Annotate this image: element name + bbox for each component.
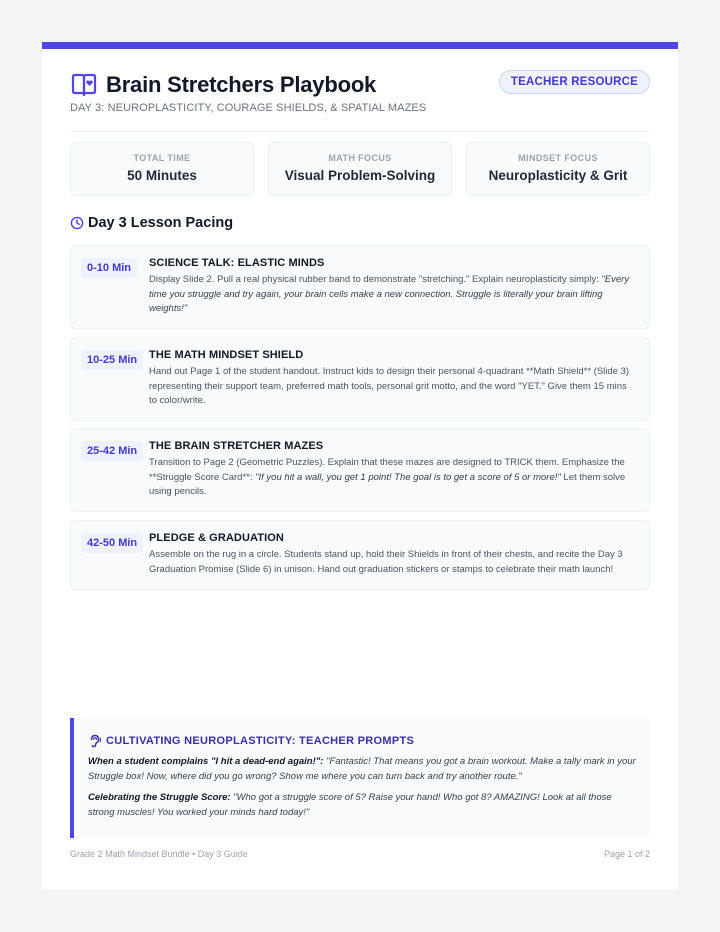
- pacing-card-text: Assemble on the rug in a circle. Students stand up, hold their Shields in front of their chests, and recite the Day 3 Graduation Promise (Slide 6) in unison. Hand out graduation stickers or stamps to celebrate their math launch!: [149, 549, 623, 575]
- time-range-badge: 0-10 Min: [81, 258, 137, 278]
- pacing-card-body: [149, 532, 637, 577]
- pacing-card: [70, 337, 650, 421]
- pacing-card-title: THE MATH MINDSET SHIELD: [149, 349, 304, 361]
- stat-value: Neuroplasticity & Grit: [488, 168, 628, 183]
- teacher-prompt: [88, 754, 640, 784]
- stat-math-focus: [268, 142, 452, 196]
- page-subtitle: DAY 3: NEUROPLASTICITY, COURAGE SHIELDS, & SPATIAL MAZES: [70, 102, 427, 114]
- ear-icon: [88, 734, 102, 748]
- pacing-card-body: [149, 440, 637, 500]
- pacing-card-body: [149, 257, 637, 317]
- stat-label: MINDSET FOCUS: [518, 153, 598, 163]
- teacher-prompts-callout: [70, 718, 650, 838]
- pacing-card-title: THE BRAIN STRETCHER MAZES: [149, 440, 324, 452]
- prompt-lead: When a student complains "I hit a dead-end again!":: [88, 756, 324, 767]
- callout-title: CULTIVATING NEUROPLASTICITY: TEACHER PROMPTS: [106, 735, 415, 747]
- clock-icon: [70, 216, 84, 230]
- pacing-card: [70, 428, 650, 512]
- stat-label: MATH FOCUS: [328, 153, 392, 163]
- stat-value: 50 Minutes: [127, 168, 197, 183]
- pacing-section-title: Day 3 Lesson Pacing: [88, 215, 234, 231]
- pacing-card-quote: "Every time you struggle and try again, your brain cells make a new connection. Struggle is literally your brain lifting weights!": [149, 274, 630, 314]
- pacing-card-body: [149, 349, 637, 409]
- time-range-badge: 42-50 Min: [81, 533, 143, 553]
- prompt-text: "Fantastic! That means you got a brain workout. Make a tally mark in your Struggle box! Now, where did you go wrong? Show me where you can turn back and try another route.": [88, 756, 636, 782]
- accent-bar: [42, 42, 678, 49]
- pacing-card-title: SCIENCE TALK: ELASTIC MINDS: [149, 257, 325, 269]
- prompt-text: "Who got a struggle score of 5? Raise your hand! Who got 8? AMAZING! Look at all those strong muscles! You worked your minds hard today!": [88, 792, 612, 818]
- book-heart-icon: [70, 71, 98, 99]
- callout-header: [88, 734, 414, 748]
- pacing-card-text-after: Let them solve using pencils.: [149, 471, 626, 497]
- pacing-section-header: [70, 215, 233, 231]
- pacing-card-quote: "If you hit a wall, you get 1 point! The goal is to get a score of 5 or more!": [255, 471, 561, 483]
- pacing-card-text: [149, 273, 637, 317]
- document-page: [42, 42, 678, 890]
- pacing-card-title: PLEDGE & GRADUATION: [149, 532, 284, 544]
- teacher-prompt: [88, 790, 640, 820]
- time-range-badge: 25-42 Min: [81, 441, 143, 461]
- stat-label: TOTAL TIME: [133, 153, 191, 163]
- pacing-card: [70, 520, 650, 590]
- pacing-card-text: [149, 456, 637, 500]
- pacing-card-text: Hand out Page 1 of the student handout. Instruct kids to design their personal 4-quadrant **Math Shield** (Slide 3) representing their support team, preferred math tools, personal grit motto, and the word "YET." Give them 15 mins to color/write.: [149, 366, 630, 406]
- stat-value: Visual Problem-Solving: [284, 168, 436, 183]
- prompt-lead: Celebrating the Struggle Score:: [88, 792, 231, 803]
- stat-total-time: [70, 142, 254, 196]
- pacing-card: [70, 245, 650, 329]
- teacher-resource-badge: TEACHER RESOURCE: [499, 70, 650, 94]
- pacing-card-text-main: Transition to Page 2 (Geometric Puzzles). Explain that these mazes are designed to TRICK them. Emphasize the **Struggle Score Card**:: [149, 457, 625, 483]
- time-range-badge: 10-25 Min: [81, 350, 143, 370]
- title-row: [70, 71, 376, 99]
- page-title: Brain Stretchers Playbook: [106, 72, 377, 97]
- page-number: Page 1 of 2: [603, 849, 650, 859]
- header-divider: [70, 131, 650, 132]
- pacing-card-text-main: Display Slide 2. Pull a real physical rubber band to demonstrate "stretching." Explain neuroplasticity simply:: [149, 274, 602, 285]
- stat-mindset-focus: [466, 142, 650, 196]
- footer-left: Grade 2 Math Mindset Bundle • Day 3 Guide: [70, 849, 248, 859]
- stats-row: [70, 142, 650, 196]
